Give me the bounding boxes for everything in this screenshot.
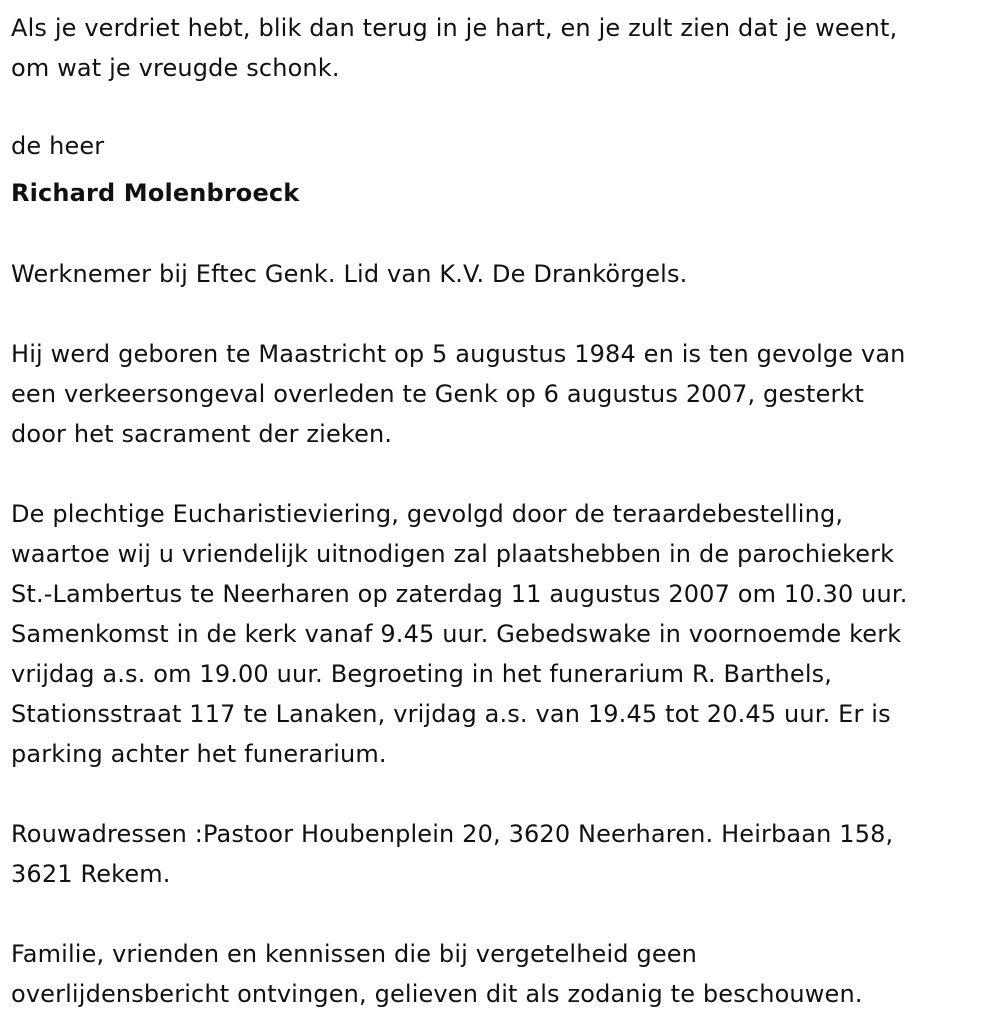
birth-death-line: door het sacrament der zieken. bbox=[11, 420, 393, 448]
ceremony-line: parking achter het funerarium. bbox=[11, 740, 387, 768]
closing-line: overlijdensbericht ontvingen, gelieven dit als zodanig te beschouwen. bbox=[11, 980, 863, 1008]
address-line: 3621 Rekem. bbox=[11, 860, 171, 888]
address-line: Rouwadressen :Pastoor Houbenplein 20, 3620 Neerharen. Heirbaan 158, bbox=[11, 820, 894, 848]
occupation-text: Werknemer bij Eftec Genk. Lid van K.V. De Drankörgels. bbox=[11, 260, 688, 288]
birth-death-line: Hij werd geboren te Maastricht op 5 augustus 1984 en is ten gevolge van bbox=[11, 340, 906, 368]
closing-line: Familie, vrienden en kennissen die bij vergetelheid geen bbox=[11, 940, 698, 968]
ceremony-line: vrijdag a.s. om 19.00 uur. Begroeting in het funerarium R. Barthels, bbox=[11, 660, 833, 688]
quote-line: om wat je vreugde schonk. bbox=[11, 54, 340, 82]
ceremony-line: waartoe wij u vriendelijk uitnodigen zal plaatshebben in de parochiekerk bbox=[11, 540, 895, 568]
quote-line: Als je verdriet hebt, blik dan terug in je hart, en je zult zien dat je weent, bbox=[11, 14, 898, 42]
ceremony-line: Stationsstraat 117 te Lanaken, vrijdag a.s. van 19.45 tot 20.45 uur. Er is bbox=[11, 700, 891, 728]
birth-death-line: een verkeersongeval overleden te Genk op 6 augustus 2007, gesterkt bbox=[11, 380, 865, 408]
title-prefix: de heer bbox=[11, 132, 105, 160]
ceremony-line: Samenkomst in de kerk vanaf 9.45 uur. Gebedswake in voornoemde kerk bbox=[11, 620, 902, 648]
ceremony-line: St.-Lambertus te Neerharen op zaterdag 11 augustus 2007 om 10.30 uur. bbox=[11, 580, 908, 608]
ceremony-line: De plechtige Eucharistieviering, gevolgd door de teraardebestelling, bbox=[11, 500, 844, 528]
deceased-name: Richard Molenbroeck bbox=[11, 179, 300, 207]
